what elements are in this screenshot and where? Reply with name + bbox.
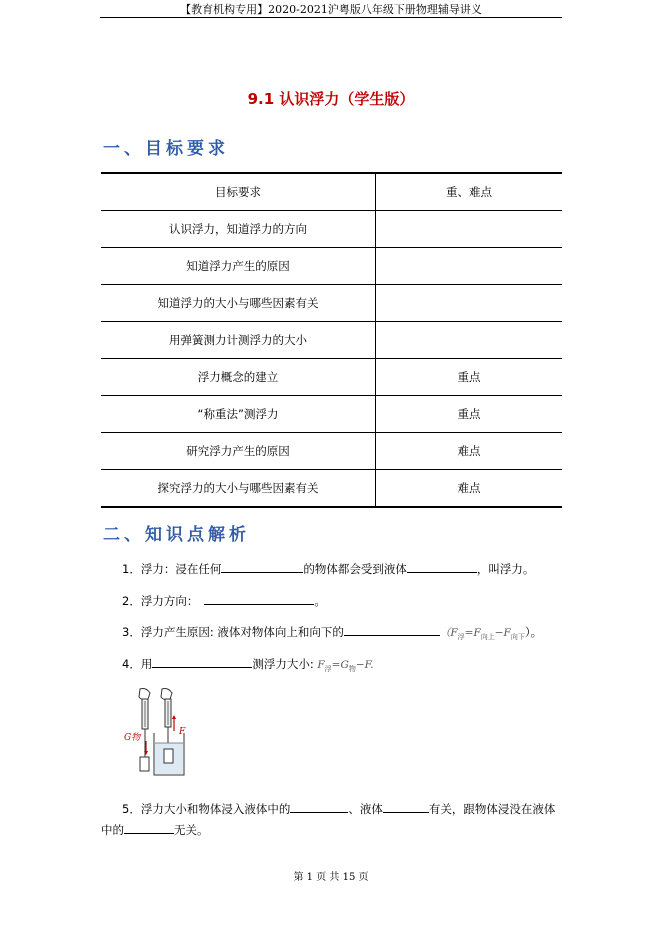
goals-table [101,172,562,508]
answer-blank[interactable] [221,560,303,573]
answer-blank[interactable] [204,592,314,605]
table-cell-level [376,211,563,248]
weighing-formula: $F_浮=G_物-F$. [317,659,374,674]
table-cell-goal: 知道浮力的大小与哪些因素有关 [101,285,376,322]
table-row [101,433,562,470]
table-cell-goal: 研究浮力产生的原因 [101,433,376,470]
answer-blank[interactable] [407,560,477,573]
table-header-goal: 目标要求 [101,173,376,211]
header-rule [100,17,562,18]
table-cell-level: 难点 [376,470,563,508]
table-header-row [101,173,562,211]
table-row [101,470,562,508]
table-row [101,211,562,248]
table-cell-goal: 探究浮力的大小与哪些因素有关 [101,470,376,508]
item-4: 4．用 测浮力大小: $F_浮=G_物-F$. [122,657,374,674]
table-row [101,322,562,359]
table-header-level: 重、难点 [376,173,563,211]
page-footer: 第 1 页 共 15 页 [293,872,369,883]
document-title: 9.1 认识浮力（学生版） [247,90,415,108]
answer-blank[interactable] [344,623,440,636]
spring-scale-figure [124,687,204,783]
item-2: 2．浮力方向： 。 [122,594,326,608]
table-cell-level: 重点 [376,396,563,433]
table-cell-level [376,322,563,359]
answer-blank[interactable] [290,800,348,813]
page-header: 【教育机构专用】2020-2021沪粤版八年级下册物理辅导讲义 [180,3,482,16]
section-title-goals: 一、目标要求 [103,139,229,159]
table-cell-goal: 知道浮力产生的原因 [101,248,376,285]
table-cell-goal: “称重法”测浮力 [101,396,376,433]
table-cell-level [376,248,563,285]
figure-label-g: G物 [124,733,141,743]
table-cell-goal: 用弹簧测力计测浮力的大小 [101,322,376,359]
buoyancy-formula: （$F_浮=F_{向上}-F_{向下}$ [439,627,525,642]
table-cell-level: 重点 [376,359,563,396]
answer-blank[interactable] [383,800,429,813]
item-5-continued: 中的 无关。 [101,823,209,837]
answer-blank[interactable] [124,821,174,834]
table-row [101,248,562,285]
answer-blank[interactable] [152,655,252,668]
table-cell-goal: 认识浮力，知道浮力的方向 [101,211,376,248]
table-row [101,285,562,322]
table-cell-goal: 浮力概念的建立 [101,359,376,396]
table-row [101,396,562,433]
figure-label-f: F [179,727,186,737]
table-row [101,359,562,396]
item-5: 5．浮力大小和物体浸入液体中的 、液体 有关，跟物体浸没在液体 [122,802,556,816]
item-3: 3．浮力产生原因: 液体对物体向上和向下的 $(F_浮=F_{向上}-F_{向下})$。 [122,625,543,642]
table-cell-level: 难点 [376,433,563,470]
item-1: 1．浮力：浸在任何 的物体都会受到液体 ，叫浮力。 [122,562,535,576]
section-title-knowledge: 二、知识点解析 [103,525,250,545]
table-cell-level [376,285,563,322]
